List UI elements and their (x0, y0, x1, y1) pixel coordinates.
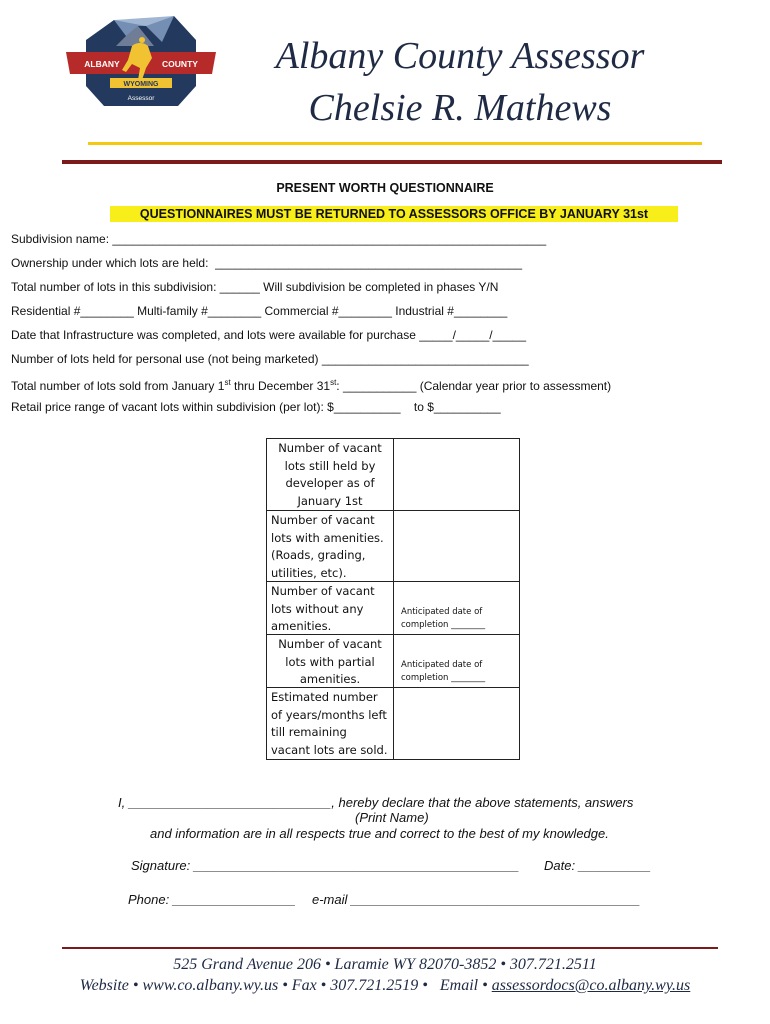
subdivision-name-field[interactable]: Subdivision name: _________________________________________________________________ (11, 232, 547, 246)
lots-sold-sup-1: st (224, 378, 231, 387)
table-row-label: Estimated number of years/months left till remaining vacant lots are sold. (267, 688, 394, 759)
lots-sold-sup-2: st (330, 378, 337, 387)
table-row (267, 582, 519, 635)
infrastructure-date-field[interactable]: Date that Infrastructure was completed, and lots were available for purchase _____/_____/_____ (11, 328, 526, 342)
document-title: PRESENT WORTH QUESTIONNAIRE (276, 181, 494, 195)
email-field[interactable]: e-mail ________________________________________ (312, 892, 641, 907)
lots-sold-text-a: Total number of lots sold from January 1 (11, 379, 225, 393)
vacant-lots-table (266, 438, 520, 760)
table-row (267, 688, 519, 759)
table-row-label: Number of vacant lots without any amenities. (267, 582, 394, 634)
table-row-label: Number of vacant lots still held by developer as of January 1st (267, 439, 394, 510)
personal-use-field[interactable]: Number of lots held for personal use (not being marketed) _______________________________ (11, 352, 529, 366)
signature-field[interactable]: Signature: _____________________________________________ (131, 858, 520, 873)
table-row-input[interactable] (395, 439, 519, 510)
lots-sold-field[interactable] (11, 376, 611, 393)
footer-divider (62, 947, 718, 949)
lot-types-field[interactable]: Residential #________ Multi-family #________ Commercial #________ Industrial #________ (11, 304, 508, 318)
table-row-note[interactable]: Anticipated date of completion ________ (401, 660, 486, 683)
table-row-input[interactable] (395, 688, 519, 759)
deadline-notice: QUESTIONNAIRES MUST BE RETURNED TO ASSESSORS OFFICE BY JANUARY 31st (110, 206, 678, 222)
total-lots-field[interactable]: Total number of lots in this subdivision: ______ Will subdivision be completed in phases Y/N (11, 280, 499, 294)
logo-banner-text: WYOMING (123, 81, 159, 88)
table-row (267, 635, 519, 688)
lots-sold-text-c: : ___________ (Calendar year prior to assessment) (336, 379, 612, 393)
phone-field[interactable]: Phone: _________________ (128, 892, 296, 907)
footer-contact (0, 976, 770, 996)
table-row (267, 439, 519, 511)
lots-sold-text-b: thru December 31 (230, 379, 331, 393)
albany-county-assessor-logo (66, 12, 216, 108)
table-row-label: Number of vacant lots with partial amenities. (267, 635, 394, 687)
red-divider (62, 160, 722, 164)
table-row (267, 511, 519, 582)
gold-divider (88, 142, 702, 145)
logo-sub-text: Assessor (127, 95, 155, 102)
footer-address: 525 Grand Avenue 206 • Laramie WY 82070-3852 • 307.721.2511 (173, 956, 597, 973)
table-row-label: Number of vacant lots with amenities. (Roads, grading, utilities, etc). (267, 511, 394, 581)
price-range-field[interactable]: Retail price range of vacant lots within subdivision (per lot): $__________ to $__________ (11, 400, 501, 414)
footer-email-link[interactable]: assessordocs@co.albany.wy.us (491, 977, 691, 994)
date-field[interactable]: Date: __________ (544, 858, 651, 873)
ownership-field[interactable]: Ownership under which lots are held: ______________________________________________ (11, 256, 523, 270)
table-row-input[interactable] (395, 511, 519, 581)
footer-contact-text: Website • www.co.albany.wy.us • Fax • 307.721.2519 • Email • (79, 977, 492, 994)
print-name-caption: (Print Name) (355, 810, 429, 825)
table-row-note[interactable]: Anticipated date of completion ________ (401, 607, 486, 630)
logo-left-text: ALBANY (84, 59, 120, 69)
office-title: Albany County Assessor (275, 35, 645, 77)
logo-right-text: COUNTY (162, 59, 198, 69)
assessor-name: Chelsie R. Mathews (308, 87, 612, 129)
declaration-line-1[interactable]: I, ____________________________, hereby declare that the above statements, answers (118, 795, 634, 810)
declaration-line-2: and information are in all respects true and correct to the best of my knowledge. (150, 826, 609, 841)
